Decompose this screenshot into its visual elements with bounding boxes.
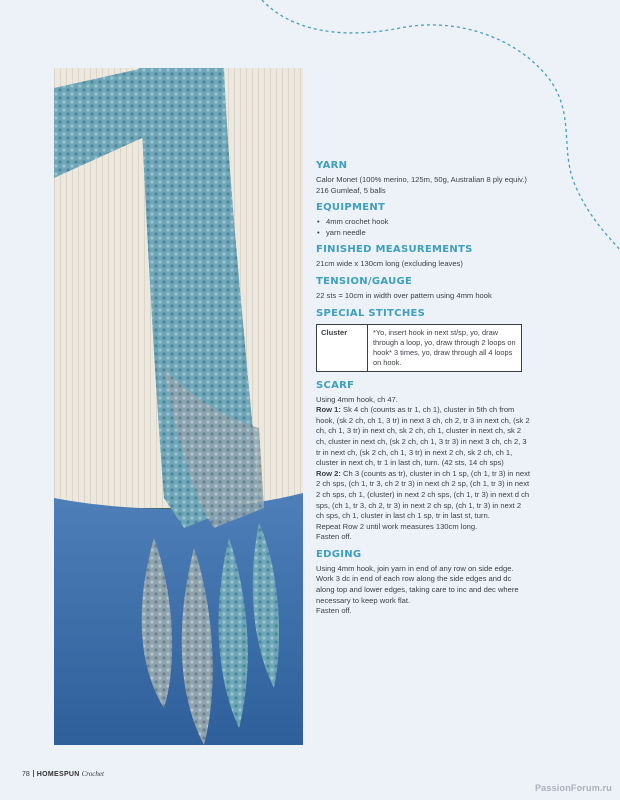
footer-divider xyxy=(33,770,34,777)
scarf-heading: SCARF xyxy=(316,379,355,391)
scarf-row-2 xyxy=(316,469,531,522)
special-stitches-heading: SPECIAL STITCHES xyxy=(316,307,426,319)
scarf-photo xyxy=(54,68,303,745)
pattern-instructions xyxy=(316,160,531,623)
scarf-row-1 xyxy=(316,405,531,469)
special-stitch-table xyxy=(316,324,522,372)
edging-heading: EDGING xyxy=(316,548,362,560)
magazine-subtitle: Crochet xyxy=(81,770,104,778)
special-stitches-section xyxy=(316,308,531,372)
equipment-list xyxy=(316,217,531,238)
edging-text: Using 4mm hook, join yarn in end of any row on side edge. Work 3 dc in end of each row along the side edges and dc along top and lower edges, taking care to inc and dec where necessary to keep work flat. xyxy=(316,563,519,605)
page-footer xyxy=(22,770,104,778)
row-1-text: Sk 4 ch (counts as tr 1, ch 1), cluster in 5th ch from hook, (sk 2 ch, ch 1, 3 tr) in next 3 ch, ch 2, tr 3 in next ch, (sk 2 ch, ch 1, 3 tr) in next ch, sk 2 ch, ch 1, cluster in next ch, sk 2 ch, cluster in next ch, (sk 2 ch, ch 1, 3 tr 3) in next 3 ch, ch 2, 3 tr in next ch, (sk 2 ch, ch 1, 3 tr) in next 2 ch, sk 2 ch, ch 1, cluster in next ch, tr 1 in last ch, turn. (42 sts, 14 ch sps) xyxy=(316,405,530,468)
equipment-heading: EQUIPMENT xyxy=(316,202,386,214)
watermark: PassionForum.ru xyxy=(534,783,612,793)
list-item: • yarn needle xyxy=(316,228,531,239)
equipment-section xyxy=(316,202,531,238)
yarn-text: Calor Monet (100% merino, 125m, 50g, Australian 8 ply equiv.) 216 Gumleaf, 5 balls xyxy=(316,175,527,195)
scarf-intro: Using 4mm hook, ch 47. xyxy=(316,394,398,404)
measurements-section xyxy=(316,244,531,270)
measurements-heading: FINISHED MEASUREMENTS xyxy=(316,244,473,256)
measurements-text: 21cm wide x 130cm long (excluding leaves) xyxy=(316,259,463,269)
yarn-section xyxy=(316,160,531,196)
row-2-text: Ch 3 (counts as tr), cluster in ch 1 sp, (ch 1, tr 3) in next 2 ch sps, (ch 1, tr 3, ch 2 tr 3) in next ch 2 sp, (ch 1, tr 3) in next 2 ch sps, ch 1, (cluster) in next 2 ch sps, (ch 1, tr 3) in next d ch sps, (ch 1, tr 3, ch 2, tr 3) in next 2 ch sp, (ch 1, tr 3) in next 2 ch sps, ch 1, cluster in last ch 1 sp, tr in last st, turn. xyxy=(316,468,530,521)
magazine-brand: HOMESPUN xyxy=(36,771,80,778)
scarf-fasten: Fasten off. xyxy=(316,532,352,542)
tension-heading: TENSION/GAUGE xyxy=(316,275,413,287)
edging-fasten: Fasten off. xyxy=(316,606,352,616)
scarf-repeat: Repeat Row 2 until work measures 130cm long. xyxy=(316,521,478,531)
tension-text: 22 sts = 10cm in width over pattern using 4mm hook xyxy=(316,290,492,300)
special-stitch-term: Cluster xyxy=(317,325,368,371)
edging-section xyxy=(316,549,531,617)
list-item: • 4mm crochet hook xyxy=(316,217,531,228)
row-2-label: Row 2: xyxy=(316,468,341,478)
scarf-section xyxy=(316,380,531,543)
special-stitch-definition: *Yo, insert hook in next st/sp, yo, draw through a loop, yo, draw through 2 loops on hook* 3 times, yo, draw through all 4 loops on hook. xyxy=(373,327,516,367)
yarn-heading: YARN xyxy=(316,160,348,171)
row-1-label: Row 1: xyxy=(316,405,341,415)
page-number: 78 xyxy=(22,771,30,778)
tension-section xyxy=(316,276,531,302)
